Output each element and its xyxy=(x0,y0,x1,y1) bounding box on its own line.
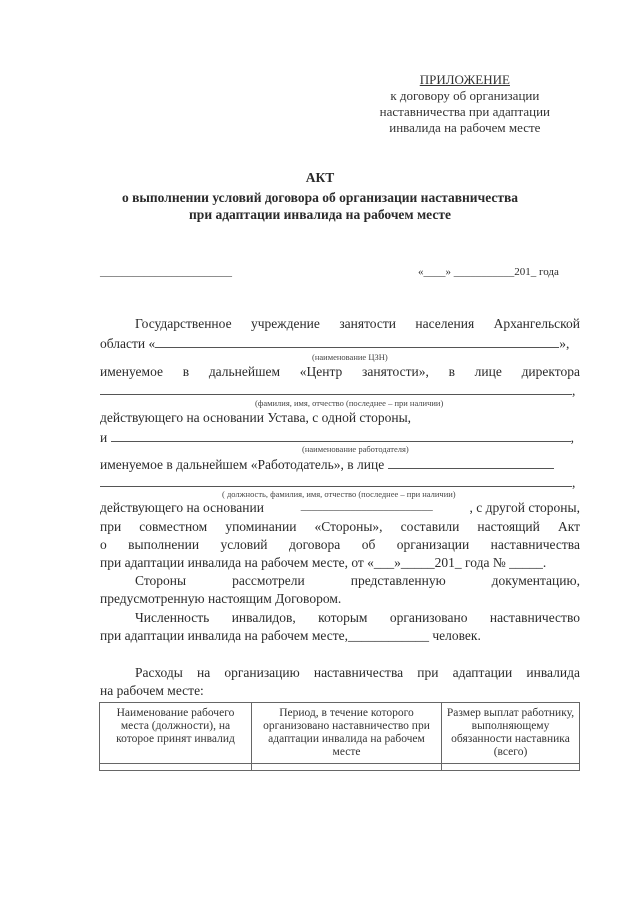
table-cell xyxy=(100,764,252,771)
caption-director: (фамилия, имя, отчество (последнее – при наличии) xyxy=(255,398,444,408)
word: о xyxy=(100,537,107,552)
table-header-row xyxy=(100,703,580,764)
body-line-count xyxy=(135,610,580,626)
word: наставничество xyxy=(489,610,580,625)
word: именуемое xyxy=(100,364,163,379)
caption-employer: (наименование работодателя) xyxy=(302,444,409,454)
czn-name-field xyxy=(155,335,559,348)
table-cell xyxy=(252,764,442,771)
word: настоящий xyxy=(477,519,540,534)
basis-blank: ________________________ xyxy=(300,500,433,512)
word: на xyxy=(197,665,211,680)
body-line-workplace: на рабочем месте: xyxy=(100,683,204,698)
word: дальнейшем xyxy=(208,364,281,379)
employer-rep-text: именуемое в дальнейшем «Работодатель», в лице xyxy=(100,457,385,472)
body-line-2 xyxy=(100,335,580,352)
appendix-line-2: наставничества при адаптации xyxy=(379,104,550,119)
word: в xyxy=(182,364,190,379)
word: организации xyxy=(396,537,470,552)
word: Стороны xyxy=(135,573,187,588)
header-payments: Размер выплат работнику, выполняющему обязанности наставника (всего) xyxy=(442,703,580,764)
caption-position: ( должность, фамилия, имя, отчество (последнее – при наличии) xyxy=(222,489,456,499)
basis-prefix: действующего на основании xyxy=(100,500,264,515)
director-name-field xyxy=(100,382,572,395)
word: которым xyxy=(318,610,368,625)
word: «Стороны», xyxy=(314,519,383,534)
body-line-parties xyxy=(100,519,580,535)
czn-prefix: области « xyxy=(100,336,156,351)
table-row xyxy=(100,764,580,771)
word: лице xyxy=(474,364,502,379)
word: рассмотрели xyxy=(232,573,305,588)
word: директора xyxy=(521,364,580,379)
appendix-block xyxy=(380,72,550,136)
word: выполнении xyxy=(128,537,200,552)
body-line-execution xyxy=(100,537,580,553)
body-line-director xyxy=(100,364,580,380)
body-line-basis xyxy=(100,500,580,516)
word: инвалидов, xyxy=(231,610,296,625)
word: Расходы xyxy=(135,665,183,680)
header-period: Период, в течение которого организовано наставничество при адаптации инвалида на рабочем месте xyxy=(252,703,442,764)
appendix-title: ПРИЛОЖЕНИЕ xyxy=(419,72,510,87)
word: совместном xyxy=(139,519,208,534)
director-line xyxy=(100,382,580,399)
employer-name-field xyxy=(111,429,571,442)
body-line-expenses xyxy=(135,665,580,681)
word: организовано xyxy=(389,610,468,625)
caption-czn: (наименование ЦЗН) xyxy=(312,352,388,362)
body-line-persons: при адаптации инвалида на рабочем месте,____________ человек. xyxy=(100,628,481,643)
word: упоминании xyxy=(225,519,297,534)
position-field xyxy=(100,474,572,487)
word: при xyxy=(100,519,122,534)
employer-prefix: и xyxy=(100,430,108,445)
word: Численность xyxy=(135,610,210,625)
table-cell xyxy=(442,764,580,771)
body-line-1: Государственное учреждение занятости населения Архангельской xyxy=(135,316,580,331)
header-workplace: Наименование рабочего места (должности), на которое принят инвалид xyxy=(100,703,252,764)
appendix-line-3: инвалида на рабочем месте xyxy=(389,120,541,135)
word: «Центр xyxy=(299,364,343,379)
word: в xyxy=(448,364,455,379)
word: наставничества xyxy=(313,665,404,680)
word: представленную xyxy=(350,573,446,588)
body-line-contract-date: при адаптации инвалида на рабочем месте, от «___»_____201_ года № _____. xyxy=(100,555,547,570)
body-line-charter: действующего на основании Устава, с одной стороны, xyxy=(100,410,412,425)
act-date: «____» ___________201_ года xyxy=(418,266,559,278)
word: адаптации xyxy=(452,665,513,680)
word: договора xyxy=(288,537,341,552)
word: документацию, xyxy=(491,573,580,588)
employer-rep-field xyxy=(388,456,554,469)
director-end: , xyxy=(572,383,576,398)
act-subtitle-line-1: о выполнении условий договора об организации наставничества xyxy=(121,190,519,205)
word: об xyxy=(361,537,376,552)
word: занятости», xyxy=(362,364,429,379)
body-line-employer-rep xyxy=(100,456,580,473)
body-line-reviewed xyxy=(135,573,580,589)
basis-suffix: , с другой стороны, xyxy=(469,500,580,515)
position-end: , xyxy=(572,475,576,490)
body-line-provided: предусмотренную настоящим Договором. xyxy=(100,591,342,606)
act-title: АКТ xyxy=(305,170,335,185)
word: Акт xyxy=(557,519,580,534)
word: инвалида xyxy=(526,665,580,680)
word: условий xyxy=(220,537,268,552)
employer-suffix: , xyxy=(570,430,574,445)
word: наставничества xyxy=(490,537,580,552)
word: при xyxy=(417,665,439,680)
word: составили xyxy=(400,519,460,534)
act-subtitle-line-2: при адаптации инвалида на рабочем месте xyxy=(189,207,451,222)
word: организацию xyxy=(224,665,300,680)
place-blank: ________________________ xyxy=(100,266,232,278)
appendix-line-1: к договору об организации xyxy=(390,88,540,103)
czn-suffix: », xyxy=(559,336,570,351)
expenses-table xyxy=(99,702,580,771)
